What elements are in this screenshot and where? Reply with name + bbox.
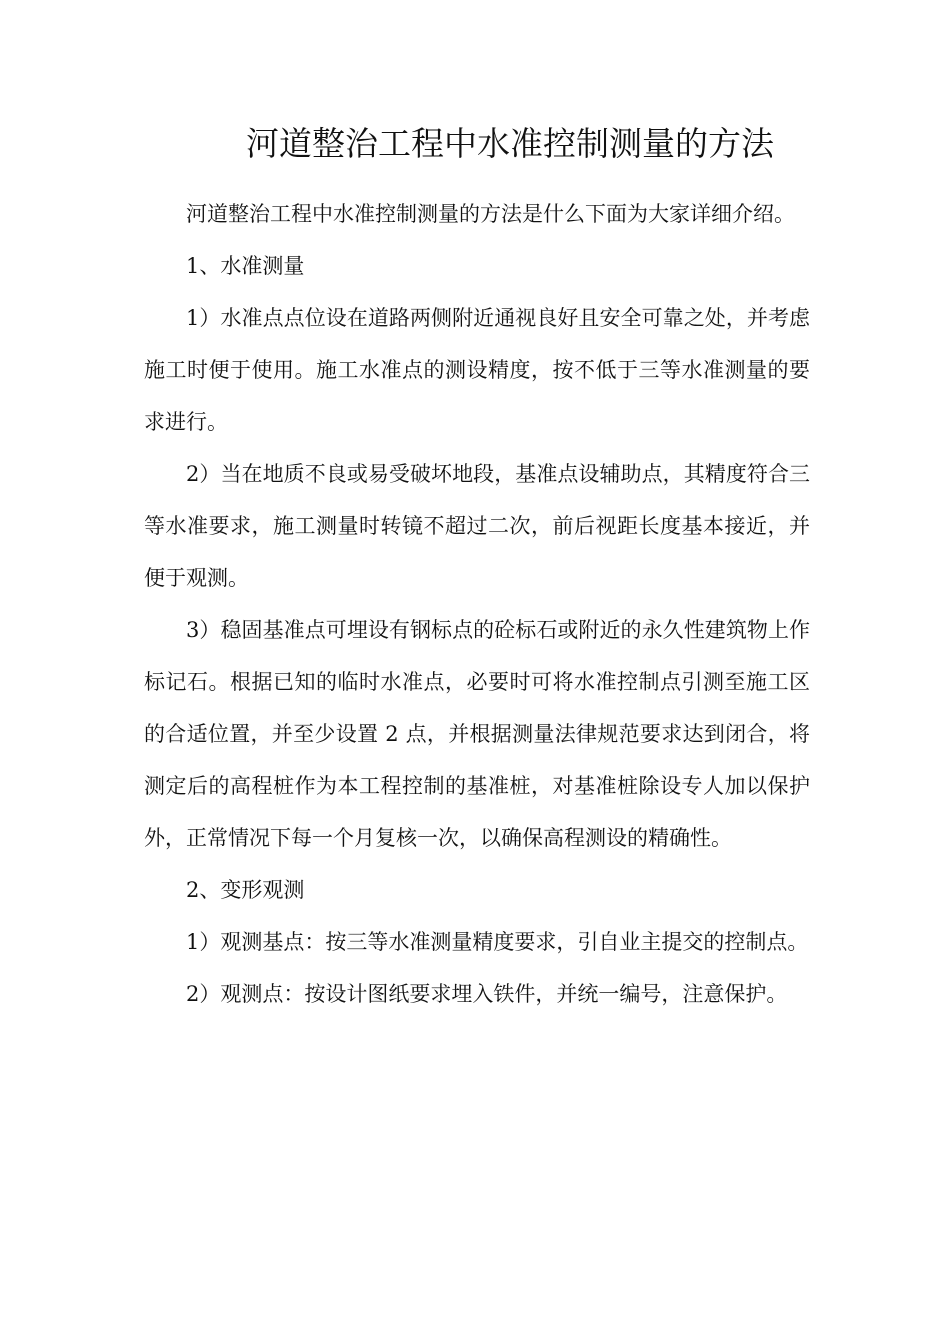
- document-title: 河道整治工程中水准控制测量的方法: [246, 124, 774, 163]
- paragraph-observation-point: 2）观测点：按设计图纸要求埋入铁件，并统一编号，注意保护。: [186, 982, 788, 1006]
- paragraph-auxiliary-points: 2）当在地质不良或易受破坏地段，基准点设辅助点，其精度符合三等水准要求，施工测量时转镜不超过二次，前后视距长度基本接近，并便于观测。: [144, 462, 810, 590]
- section-heading-leveling: 1、水准测量: [186, 254, 305, 278]
- intro-paragraph: 河道整治工程中水准控制测量的方法是什么下面为大家详细介绍。: [186, 202, 795, 226]
- document-body: [144, 188, 810, 1020]
- paragraph-observation-base-point: 1）观测基点：按三等水准测量精度要求，引自业主提交的控制点。: [186, 930, 809, 954]
- paragraph-leveling-point-location: 1）水准点点位设在道路两侧附近通视良好且安全可靠之处，并考虑施工时便于使用。施工水准点的测设精度，按不低于三等水准测量的要求进行。: [144, 306, 810, 434]
- paragraph-benchmark-setup: 3）稳固基准点可埋设有钢标点的砼标石或附近的永久性建筑物上作标记石。根据已知的临时水准点，必要时可将水准控制点引测至施工区的合适位置，并至少设置 2 点，并根据测量法律规范要求达到闭合，将测定后的高程桩作为本工程控制的基准桩，对基准桩除设专人加以保护外，正常情况下每一个月复核一次，以确保高程测设的精确性。: [144, 618, 810, 850]
- section-heading-deformation: 2、变形观测: [186, 878, 305, 902]
